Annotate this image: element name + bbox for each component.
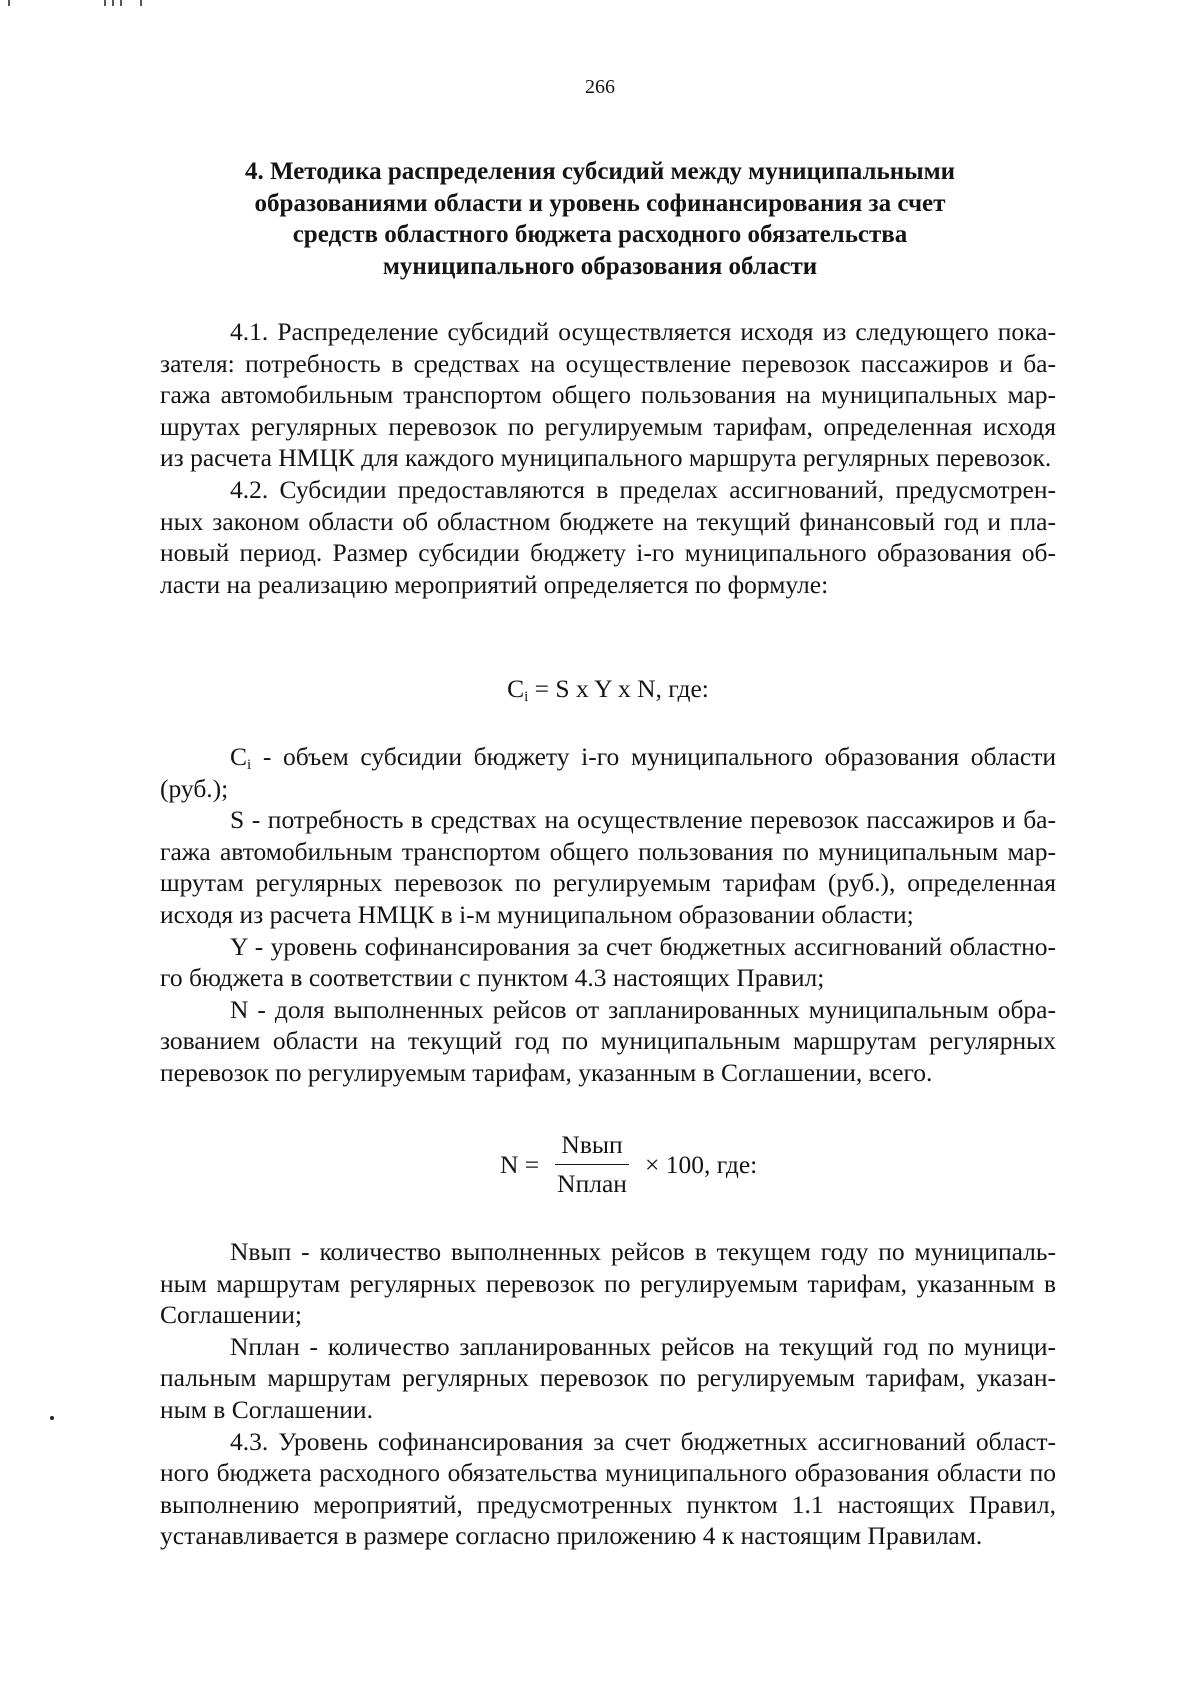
definition-text: - объем субсидии бюджету i-го муниципального образования области (руб.); bbox=[160, 742, 1056, 803]
section-title bbox=[160, 156, 1040, 282]
formula-expression: = S x Y x N, где: bbox=[528, 674, 709, 703]
paragraph-4-3: 4.3. Уровень софинансирования за счет бюджетных ассигнований областного бюджета расходного обязательства муниципального образования области по выполнению мероприятий, предусмотренных пунктом 1.1 настоящих Правил, устанавливается в размере согласно приложению 4 к настоящим Правилам. bbox=[160, 1426, 1056, 1551]
formula-fraction bbox=[551, 1130, 633, 1199]
formula-rhs: × 100, где: bbox=[644, 1149, 758, 1179]
page-number: 266 bbox=[585, 76, 615, 98]
section-body-bottom bbox=[160, 1236, 1056, 1552]
title-line: образованиями области и уровень софинансирования за счет bbox=[254, 189, 946, 217]
definition-y: Y - уровень софинансирования за счет бюджетных ассигнований областного бюджета в соответствии с пунктом 4.3 настоящих Правил; bbox=[160, 931, 1056, 993]
section-body-top bbox=[160, 316, 1056, 600]
title-line: муниципального образования области bbox=[382, 252, 818, 280]
definition-subscript: i bbox=[247, 757, 252, 773]
paragraph-4-2: 4.2. Субсидии предоставляются в пределах ассигнований, предусмотренных законом области об областном бюджете на текущий финансовый год и плановый период. Размер субсидии бюджету i-го муниципального образования области на реализацию мероприятий определяется по формуле: bbox=[160, 474, 1056, 599]
formula-subscript: i bbox=[524, 689, 529, 705]
margin-dot bbox=[50, 1416, 54, 1420]
formula-share bbox=[500, 1130, 757, 1199]
definition-ci bbox=[160, 741, 1056, 804]
title-line: средств областного бюджета расходного обязательства bbox=[292, 221, 908, 248]
scan-artifact bbox=[104, 0, 106, 6]
title-line: 4. Методика распределения субсидий между муниципальными bbox=[244, 158, 956, 185]
formula-lhs: N = bbox=[500, 1149, 540, 1179]
scan-artifact bbox=[120, 0, 122, 6]
definition-s: S - потребность в средствах на осуществление перевозок пассажиров и багажа автомобильным транспортом общего пользования по муниципальным маршрутам регулярных перевозок по регулируемым тарифам (руб.), определенная исходя из расчета НМЦК в i-м муниципальном образовании области; bbox=[160, 805, 1056, 929]
formula-symbol: C bbox=[507, 674, 525, 703]
formula-subsidy bbox=[160, 674, 1056, 704]
paragraph-4-1: 4.1. Распределение субсидий осуществляется исходя из следующего показателя: потребность в средствах на осуществление перевозок пассажиров и багажа автомобильным транспортом общего пользования на муниципальных маршрутах регулярных перевозок по регулируемым тарифам, определенная исходя из расчета НМЦК для каждого муниципального маршрута регулярных перевозок. bbox=[160, 317, 1056, 473]
definition-nplan: Nплан - количество запланированных рейсов на текущий год по муниципальным маршрутам регулярных перевозок по регулируемым тарифам, указанным в Соглашении. bbox=[160, 1331, 1056, 1424]
definition-symbol: C bbox=[230, 742, 248, 771]
scan-artifact bbox=[112, 0, 114, 6]
definitions-block bbox=[160, 741, 1056, 1089]
formula-numerator: Nвып bbox=[555, 1130, 628, 1165]
formula-denominator: Nплан bbox=[557, 1169, 627, 1198]
scan-artifact bbox=[8, 0, 10, 6]
definition-n: N - доля выполненных рейсов от запланированных муниципальным образованием области на текущий год по муниципальным маршрутам регулярных перевозок по регулируемым тарифам, указанным в Соглашении, всего. bbox=[160, 994, 1056, 1087]
scan-artifact bbox=[140, 0, 142, 6]
definition-nvyp: Nвып - количество выполненных рейсов в текущем году по муниципальным маршрутам регулярных перевозок по регулируемым тарифам, указанным в Соглашении; bbox=[160, 1237, 1056, 1330]
